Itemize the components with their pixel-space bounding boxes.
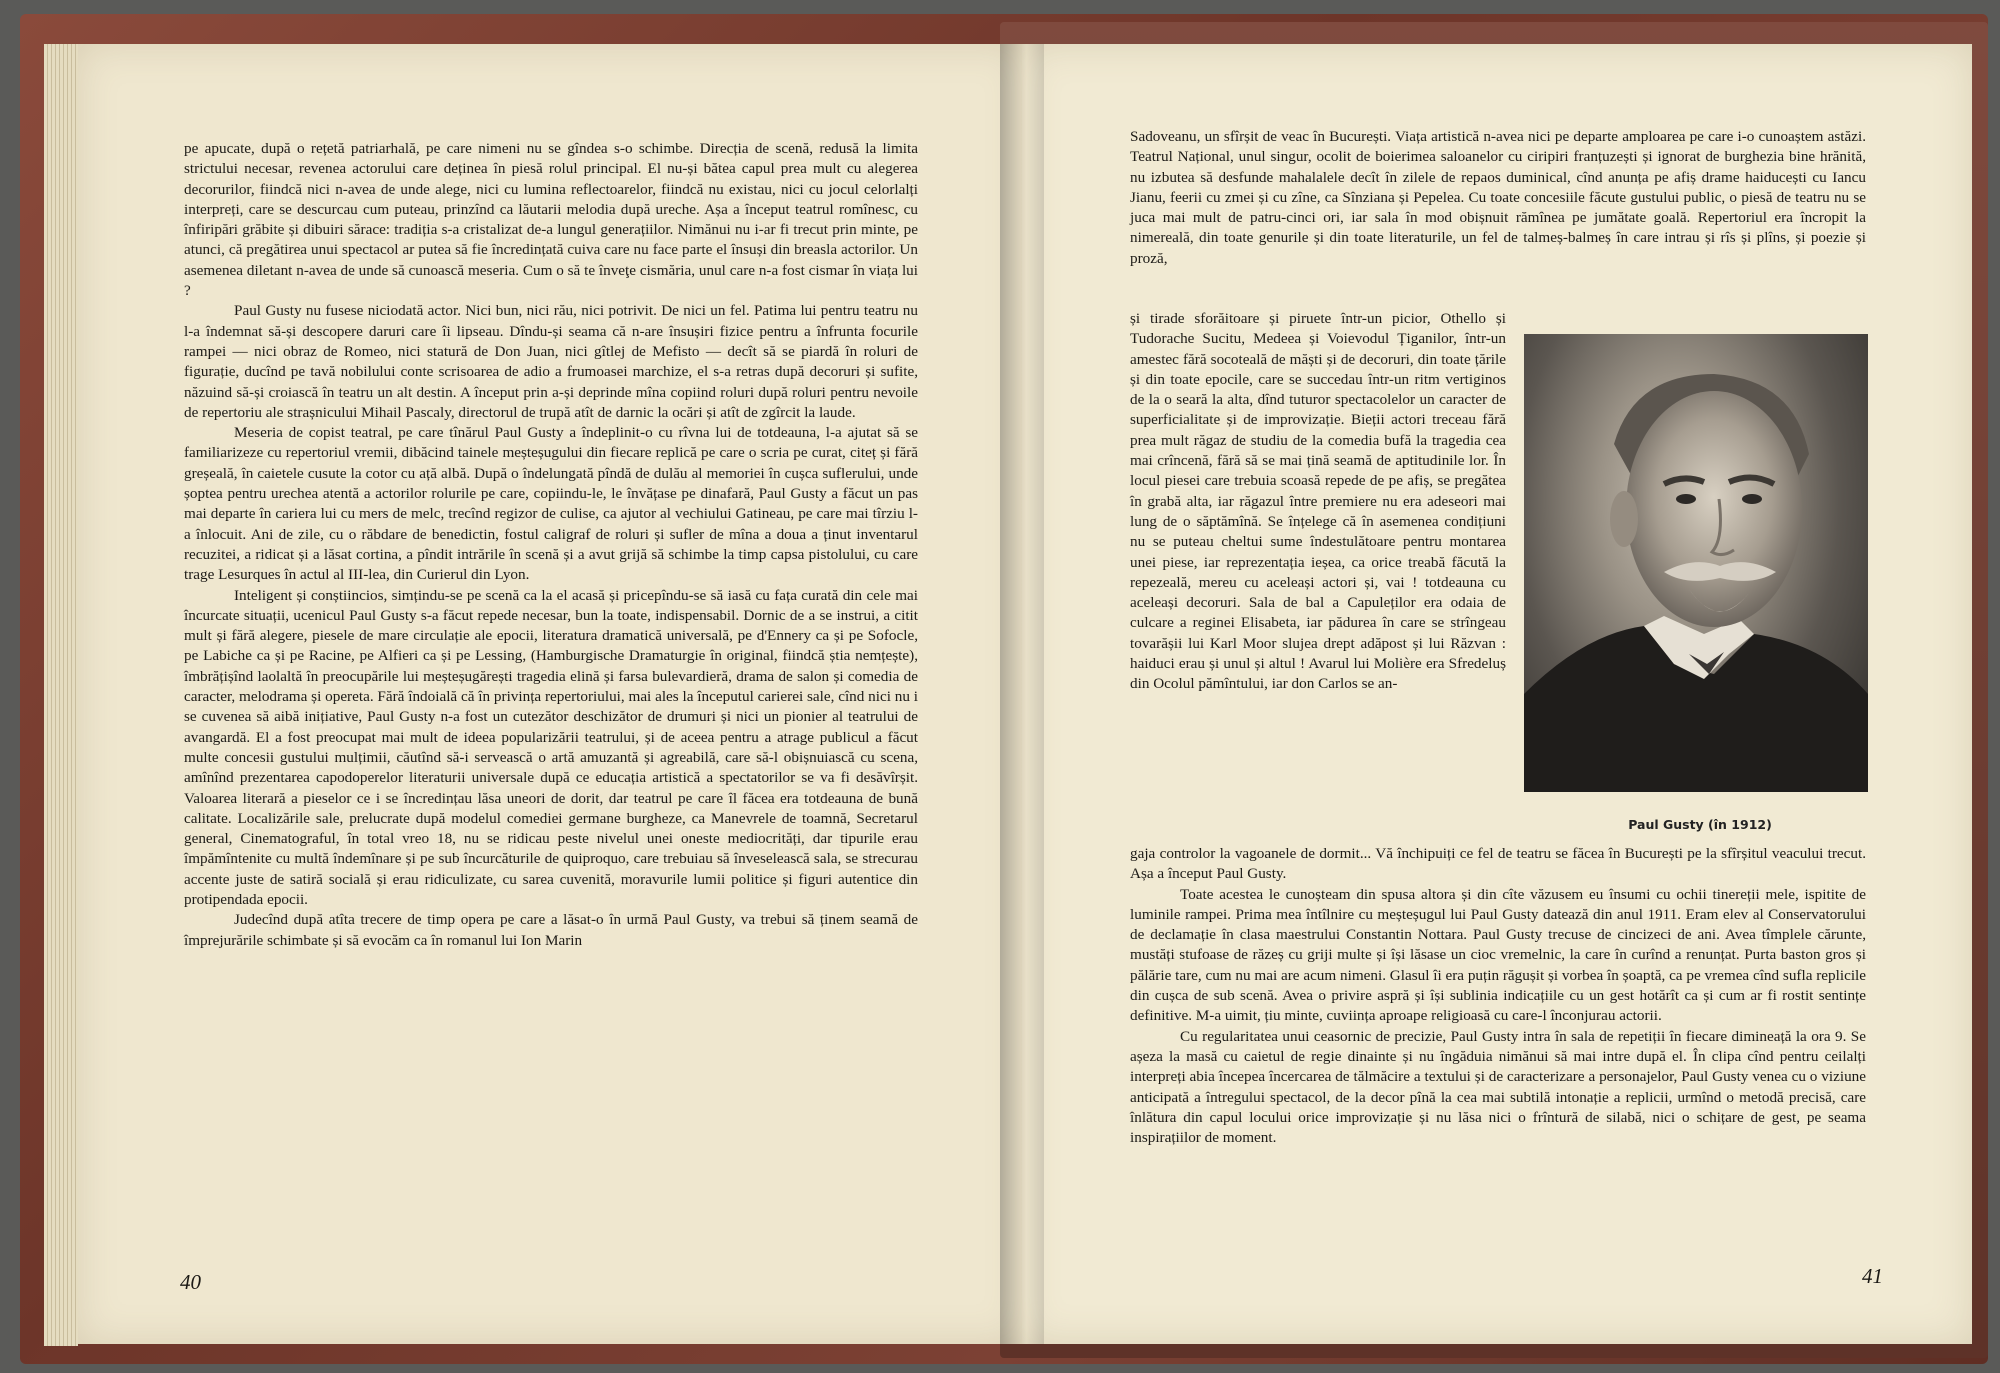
- right-page-text-top: [1130, 127, 1866, 269]
- left-paragraph: Inteligent și conștiincios, simțindu-se pe scenă ca la el acasă și pricepîndu-se să iasă cu fața curată din cele mai încurcate situații, ucenicul Paul Gusty s-a făcut repede necesar, bun la toate, indispensabil. Dornic de a se instrui, a citit mult și fără alegere, piesele de mare circulație ale epocii, literatura dramatică universală, pe d'Ennery ca și pe Sofocle, pe Labiche ca și pe Racine, pe Alfieri ca și pe Lessing, (Hamburgische Dramaturgie în original, fiindcă știa nemțește), îmbrățișînd laolaltă în preocupările lui meșteșugărești tragedia elină și farsa bulevardieră, drama de salon și comedia de caracter, melodrama și opereta. Fără îndoială că în privința repertoriului, mai ales la începutul carierei sale, cînd nici nu i se cuvenea să aibă inițiative, Paul Gusty n-a fost un cutezător deschizător de drumuri și nici un pionier al teatrului de avangardă. El a fost preocupat mai mult de ideea popularizării teatrului, și de aceea pentru a atrage publicul a făcut multe concesii gustului mulțimii, căutînd să-i servească o artă amuzantă și agreabilă, care să-l obișnuiască cu scena, amînînd prezentarea capodoperelor literaturii universale după ce educația artistică a spectatorilor se va fi desăvîrșit. Valoarea literară a pieselor ce i se încredințau lăsa uneori de dorit, dar teatrul pe care îl făcea era totdeauna de bună calitate. Localizările sale, prelucrate după modelul comediei germane burgheze, ca Manevrele de toamnă, Secretarul general, Cinematograful, în total vreo 18, nu se ridicau peste nivelul unei oneste mediocrități, dar tipurile erau împămîntenite cu multă îndemînare și pe sub încurcăturile de quiproquo, care trebuiau să înveselească sala, se strecurau accente juste de satiră socială și erau ridiculizate, cu sarea cuvenită, moravurile lumii politice și figuri autentice din protipendada epocii.: [184, 586, 918, 908]
- left-paragraph: pe apucate, după o rețetă patriarhală, pe care nimeni nu se gîndea s-o schimbe. Direcția de scenă, redusă la limita strictului necesar, revenea actorului care deținea în piesă rolul principal. El nu-și bătea capul prea mult cu alegerea decorurilor, fiindcă nici n-avea de unde alege, nici cu lumina reflectoarelor, fiindcă nu existau, nici cu jocul celorlalți interpreți, care se descurcau cum puteau, prinzînd ca lăutarii melodia după ureche. Așa a început teatrul romînesc, cu înfiripări grăbite și dibuiri sărace: tradiția s-a cristalizat de-a lungul generațiilor. Nimănui nu i-ar fi trecut prin minte, pe atunci, că pregătirea unui spectacol ar putea să fie încredințată cuiva care nu face parte el însuși din breasla actorilor. Un asemenea diletant n-avea de unde să cunoască meseria. Cum o să te înveţe cismăria, unul care n-a fost cismar în viața lui ?: [184, 140, 918, 300]
- page-edges: [44, 44, 78, 1346]
- left-paragraph: Meseria de copist teatral, pe care tînărul Paul Gusty a îndeplinit-o cu rîvna lui de totdeauna, l-a ajutat să se familiarizeze cu repertoriul vremii, dibăcind tainele meșteșugului din fiecare replică pe care o scria pe curat, citeț și fără greșeală, în caietele cusute la cotor cu ață albă. După o îndelungată pîndă de dulău al memoriei în cușca suflerului, unde șoptea pentru urechea atentă a actorilor rolurile pe care, copiindu-le, le învățase pe dinafară, Paul Gusty a făcut un pas mai departe în cariera lui cu mers de melc, trecînd regizor de culise, ca ajutor al vechiului Gatineau, pe care mai tîrziu l-a înlocuit. Ani de zile, cu o răbdare de benedictin, fostul caligraf de roluri și sufler de mîna a doua a ținut inventarul recuzitei, a ridicat și a lăsat cortina, a pîndit intrările în scenă și a avut grijă să schimbe la timp capsa pistolului, cu care trage Lesurques în actul al III-lea, din Curierul din Lyon.: [184, 424, 918, 584]
- page-number-left: 40: [180, 1270, 201, 1294]
- right-paragraph: și tirade sforăitoare și piruete într-un picior, Othello și Tudorache Sucitu, Medeea și Voievodul Țiganilor, într-un amestec fără socoteală de măști și de decoruri, din toate țările și din toate epocile, care se succedau într-un ritm vertiginos de la o seară la alta, dînd tuturor spectacolelor un caracter de superficialitate și de improvizație. Bieții actori treceau fără prea mult răgaz de studiu de la comedia bufă la tragedia cea mai crîncenă, fără să se mai țină seamă de aptitudinile lor. În locul piesei care trebuia scoasă repede de pe afiș, se pregătea în grabă alta, iar răgazul între premiere nu era adeseori mai lung de o săptămînă. Se înțelege că în asemenea condițiuni nu se puteau cheltui sume îndestulătoare pentru montarea unei piese, iar reprezentația ieșea, ca orice treabă făcută la repezeală, mereu cu aceleași actori și, vai ! totdeauna cu aceleași decoruri. Sala de bal a Capuleților era odaia de culcare a reginei Elisabeta, iar pădurea în care se strîngeau tovarășii lui Karl Moor slujea drept adăpost și lui Răzvan : haiduci erau și unul și altul ! Avarul lui Molière era Sfredeluș din Ocolul pămîntului, iar don Carlos se an-: [1130, 310, 1506, 693]
- portrait-illustration: [1524, 334, 1868, 792]
- portrait-photo: [1524, 334, 1868, 792]
- right-paragraph: Toate acestea le cunoșteam din spusa altora și din cîte văzusem eu însumi cu ochii tinereții mele, ispitite de luminile rampei. Prima mea întîlnire cu meșteșugul lui Paul Gusty datează din anul 1911. Eram elev al Conservatorului de declamație în clasa maestrului Constantin Nottara. Paul Gusty trecuse de cincizeci de ani. Avea tîmplele cărunte, mustăți stufoase de răzeș cu griji multe și își lăsase un cioc vremelnic, la care în curînd a renunțat. Purta baston gros și pălărie tare, cum nu mai are acum nimeni. Glasul îi era puțin răgușit și vorbea în șoaptă, ca pe vremea cînd sufla replicile din cușca de sub scenă. Avea o privire aspră și își sublinia indicațiile cu un gest hotărît ca și cum ar fi rostit sentințe definitive. M-a uimit, țiu minte, cuviința aproape religioasă cu care-l înconjurau actorii.: [1130, 885, 1866, 1025]
- left-page-text: [184, 139, 918, 951]
- left-paragraph: Paul Gusty nu fusese niciodată actor. Nici bun, nici rău, nici potrivit. De nici un fel. Patima lui pentru teatru nu l-a îndemnat să-și descopere daruri care îi lipseau. Dîndu-și seama că n-are însușiri fizice pentru a înfrunta focurile rampei — nici obraz de Romeo, nici statură de Don Juan, nici gîtlej de Mefisto — decît să se piardă în roluri de figurație, ducînd pe tavă nobilului conte scrisoarea de adio a frumoasei marchize, el s-a retras după decoruri și sufite, năzuind să-și croiască în teatru un alt destin. A început prin a-și deprinde mîna copiind roluri după roluri pentru nevoile de repertoriu ale strașnicului Mihail Pascaly, directorul de trupă atît de darnic la ocări și atît de zgîrcit la laude.: [184, 302, 918, 421]
- right-paragraph: Cu regularitatea unui ceasornic de precizie, Paul Gusty intra în sala de repetiții în fiecare dimineață la ora 9. Se așeza la masă cu caietul de regie dinainte și nu îngăduia nimănui să mai intre după el. În clipa cînd pentru ceilalți interpreți abia începea încercarea de tălmăcire a textului și de caracterizare a personajelor, Paul Gusty venea cu o viziune anticipată a întregului spectacol, de la decor pînă la cea mai subtilă intonație a replicii, urmînd o metodă precisă, care înlătura din capul locului orice improvizație și nu lăsa nici o frîntură de silabă, nici o schițare de gest, pe seama inspirațiilor de moment.: [1130, 1027, 1866, 1147]
- left-paragraph: Judecînd după atîta trecere de timp opera pe care a lăsat-o în urmă Paul Gusty, va trebui să ținem seamă de împrejurările schimbate și să evocăm ca în romanul lui Ion Marin: [184, 911, 918, 949]
- photo-caption: Paul Gusty (în 1912): [1628, 817, 1772, 832]
- page-number-right: 41: [1862, 1264, 1883, 1288]
- book-gutter: [1000, 44, 1044, 1344]
- right-page-text-bottom: [1130, 844, 1866, 1148]
- right-paragraph: Sadoveanu, un sfîrșit de veac în București. Viața artistică n-avea nici pe departe amploarea pe care i-o cunoaștem astăzi. Teatrul Național, unul singur, ocolit de boierimea saloanelor cu ciripiri franțuzești și ignorat de burghezia bine hrănită, nu izbutea să desfunde mahalalele decît în zilele de repaos duminical, cînd anunța pe afiș drame haiducești cu Iancu Jianu, feerii cu zmei și cu zîne, ca Sînziana și Pepelea. Cu toate concesiile făcute gustului public, o piesă de teatru nu se juca mai mult de patru-cinci ori, iar sala în mod obișnuit rămînea pe jumătate goală. Repertoriul era încropit la nimereală, din toate genurile și din toate literaturile, un fel de talmeș-balmeș în care intrau și rîs și plîns, și poezie și proză,: [1130, 128, 1866, 267]
- right-paragraph: gaja controlor la vagoanele de dormit... Vă închipuiți ce fel de teatru se făcea în București pe la sfîrșitul veacului trecut. Așa a început Paul Gusty.: [1130, 845, 1866, 883]
- right-page-text-column: [1130, 309, 1506, 695]
